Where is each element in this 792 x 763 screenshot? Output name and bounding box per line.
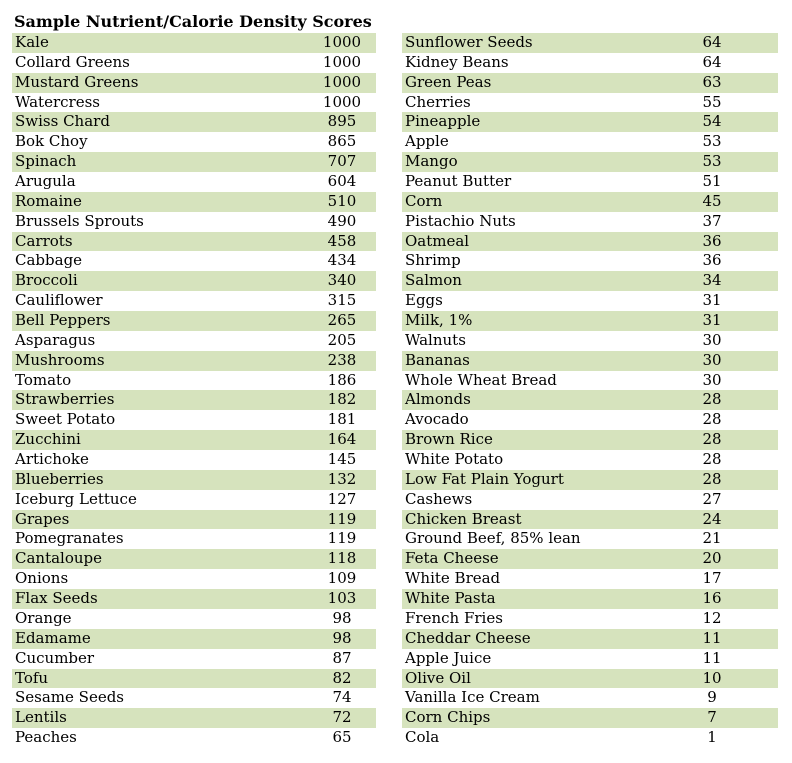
density-score: 65 [332, 728, 352, 747]
density-score: 118 [327, 549, 357, 568]
food-name: Romaine [15, 191, 82, 210]
density-score: 53 [702, 132, 722, 151]
density-score: 182 [327, 390, 357, 409]
table-row [12, 291, 376, 311]
density-score: 11 [702, 648, 722, 667]
food-name: Bananas [405, 350, 470, 369]
density-score: 28 [702, 390, 722, 409]
density-score: 1000 [322, 72, 362, 91]
food-name: Olive Oil [405, 668, 471, 687]
table-row [12, 430, 376, 450]
density-score: 16 [702, 589, 722, 608]
food-name: Flax Seeds [15, 589, 98, 608]
food-name: Blueberries [15, 469, 104, 488]
food-name: Feta Cheese [405, 549, 499, 568]
food-name: Mango [405, 152, 458, 171]
table-row [402, 331, 778, 351]
table-row [12, 112, 376, 132]
table-row [402, 510, 778, 530]
density-score: 30 [702, 350, 722, 369]
density-score: 109 [327, 569, 357, 588]
density-score: 36 [702, 231, 722, 250]
density-score: 127 [327, 489, 357, 508]
food-name: Mustard Greens [15, 72, 139, 91]
food-name: Chicken Breast [405, 509, 522, 528]
food-name: Milk, 1% [405, 311, 473, 330]
food-name: Low Fat Plain Yogurt [405, 469, 564, 488]
table-row [402, 311, 778, 331]
density-score: 31 [702, 311, 722, 330]
table-row [402, 589, 778, 609]
food-name: Apple Juice [405, 648, 492, 667]
density-score: 1000 [322, 33, 362, 51]
density-score: 11 [702, 628, 722, 647]
food-name: French Fries [405, 608, 503, 627]
density-score: 205 [327, 330, 357, 349]
density-score: 895 [327, 112, 357, 131]
table-row [402, 371, 778, 391]
table-row [12, 371, 376, 391]
table-row [402, 53, 778, 73]
food-name: Watercress [15, 92, 100, 111]
food-name: Collard Greens [15, 52, 130, 71]
density-score: 54 [702, 112, 722, 131]
density-score: 458 [327, 231, 357, 250]
density-score: 604 [327, 172, 357, 191]
food-name: Corn [405, 191, 443, 210]
density-score: 30 [702, 330, 722, 349]
density-score: 31 [702, 291, 722, 310]
table-row [12, 728, 376, 748]
food-name: Kale [15, 33, 49, 51]
food-name: Asparagus [15, 330, 96, 349]
left-score-table [12, 33, 376, 748]
density-score: 17 [702, 569, 722, 588]
food-name: Tofu [15, 668, 49, 687]
density-score: 28 [702, 469, 722, 488]
food-name: Cashews [405, 489, 473, 508]
table-row [12, 669, 376, 689]
food-name: Cherries [405, 92, 471, 111]
density-score: 490 [327, 211, 357, 230]
density-score: 7 [707, 708, 717, 727]
table-row [402, 450, 778, 470]
table-row [12, 251, 376, 271]
food-name: Broccoli [15, 271, 78, 290]
density-score: 164 [327, 430, 357, 449]
food-name: Strawberries [15, 390, 115, 409]
density-score: 45 [702, 191, 722, 210]
food-name: Onions [15, 569, 69, 588]
food-name: Vanilla Ice Cream [405, 688, 540, 707]
density-score: 238 [327, 350, 357, 369]
table-row [12, 232, 376, 252]
density-score: 1 [707, 728, 717, 747]
density-score: 9 [707, 688, 717, 707]
table-row [402, 669, 778, 689]
food-name: Cola [405, 728, 440, 747]
density-score: 53 [702, 152, 722, 171]
table-row [402, 390, 778, 410]
food-name: Peaches [15, 728, 77, 747]
table-row [402, 490, 778, 510]
food-name: Sesame Seeds [15, 688, 124, 707]
page-title: Sample Nutrient/Calorie Density Scores [14, 12, 372, 31]
table-row [402, 232, 778, 252]
table-row [12, 470, 376, 490]
food-name: Bok Choy [15, 132, 88, 151]
table-row [402, 728, 778, 748]
density-score: 24 [702, 509, 722, 528]
table-row [402, 569, 778, 589]
food-name: Arugula [15, 172, 76, 191]
food-name: Sweet Potato [15, 410, 116, 429]
table-row [402, 73, 778, 93]
table-row [12, 410, 376, 430]
density-score: 1000 [322, 52, 362, 71]
food-name: Salmon [405, 271, 462, 290]
table-row [12, 351, 376, 371]
density-score: 98 [332, 608, 352, 627]
table-row [12, 53, 376, 73]
table-row [402, 609, 778, 629]
table-row [402, 351, 778, 371]
density-score: 51 [702, 172, 722, 191]
table-row [12, 212, 376, 232]
density-score: 30 [702, 370, 722, 389]
food-name: Orange [15, 608, 72, 627]
food-name: White Potato [405, 450, 504, 469]
table-row [12, 589, 376, 609]
table-row [12, 688, 376, 708]
food-name: Corn Chips [405, 708, 491, 727]
table-row [402, 152, 778, 172]
food-name: Artichoke [15, 450, 89, 469]
table-row [402, 271, 778, 291]
density-score: 21 [702, 529, 722, 548]
table-row [402, 192, 778, 212]
food-name: Peanut Butter [405, 172, 512, 191]
density-score: 510 [327, 191, 357, 210]
food-name: Pomegranates [15, 529, 124, 548]
table-row [12, 569, 376, 589]
table-row [12, 33, 376, 53]
table-row [12, 450, 376, 470]
table-row [402, 549, 778, 569]
density-score: 145 [327, 450, 357, 469]
table-row [402, 529, 778, 549]
table-row [402, 132, 778, 152]
food-name: Mushrooms [15, 350, 105, 369]
density-score: 87 [332, 648, 352, 667]
table-row [402, 430, 778, 450]
table-row [402, 708, 778, 728]
table-row [12, 708, 376, 728]
table-row [12, 152, 376, 172]
food-name: Spinach [15, 152, 77, 171]
food-name: Cheddar Cheese [405, 628, 531, 647]
density-score: 82 [332, 668, 352, 687]
food-name: Ground Beef, 85% lean [405, 529, 581, 548]
table-row [12, 549, 376, 569]
food-name: Kidney Beans [405, 52, 509, 71]
food-name: Almonds [405, 390, 471, 409]
food-name: Pineapple [405, 112, 481, 131]
food-name: White Bread [405, 569, 501, 588]
density-score: 181 [327, 410, 357, 429]
table-row [402, 470, 778, 490]
table-row [402, 649, 778, 669]
table-row [12, 490, 376, 510]
food-name: Eggs [405, 291, 443, 310]
density-score: 12 [702, 608, 722, 627]
table-row [402, 629, 778, 649]
density-score: 98 [332, 628, 352, 647]
food-name: Zucchini [15, 430, 81, 449]
food-name: Apple [405, 132, 449, 151]
density-score: 27 [702, 489, 722, 508]
density-score: 74 [332, 688, 352, 707]
table-row [12, 271, 376, 291]
food-name: Sunflower Seeds [405, 33, 533, 51]
food-name: Shrimp [405, 251, 461, 270]
density-score: 119 [327, 509, 357, 528]
table-row [402, 410, 778, 430]
food-name: Cantaloupe [15, 549, 103, 568]
density-score: 28 [702, 430, 722, 449]
density-score: 34 [702, 271, 722, 290]
density-score: 28 [702, 450, 722, 469]
density-score: 55 [702, 92, 722, 111]
food-name: Oatmeal [405, 231, 470, 250]
table-row [402, 172, 778, 192]
table-row [12, 649, 376, 669]
table-row [12, 172, 376, 192]
density-score: 119 [327, 529, 357, 548]
density-score: 20 [702, 549, 722, 568]
food-name: Whole Wheat Bread [405, 370, 557, 389]
density-score: 103 [327, 589, 357, 608]
food-name: White Pasta [405, 589, 496, 608]
table-row [12, 192, 376, 212]
food-name: Pistachio Nuts [405, 211, 516, 230]
food-name: Cauliflower [15, 291, 103, 310]
right-score-table [402, 33, 778, 748]
food-name: Brown Rice [405, 430, 493, 449]
table-row [12, 510, 376, 530]
density-score: 1000 [322, 92, 362, 111]
density-score: 434 [327, 251, 357, 270]
density-score: 10 [702, 668, 722, 687]
table-row [402, 93, 778, 113]
table-row [402, 291, 778, 311]
food-name: Green Peas [405, 72, 492, 91]
table-row [12, 311, 376, 331]
table-row [12, 390, 376, 410]
density-score: 340 [327, 271, 357, 290]
table-row [12, 609, 376, 629]
density-score: 36 [702, 251, 722, 270]
table-row [402, 688, 778, 708]
density-score: 265 [327, 311, 357, 330]
density-score: 315 [327, 291, 357, 310]
density-score: 28 [702, 410, 722, 429]
food-name: Walnuts [405, 330, 466, 349]
table-row [12, 93, 376, 113]
table-row [12, 132, 376, 152]
table-row [12, 629, 376, 649]
table-row [402, 251, 778, 271]
food-name: Swiss Chard [15, 112, 110, 131]
food-name: Carrots [15, 231, 73, 250]
table-row [12, 73, 376, 93]
density-score: 37 [702, 211, 722, 230]
food-name: Bell Peppers [15, 311, 111, 330]
density-score: 63 [702, 72, 722, 91]
table-row [12, 331, 376, 351]
food-name: Lentils [15, 708, 67, 727]
food-name: Iceburg Lettuce [15, 489, 137, 508]
density-score: 72 [332, 708, 352, 727]
density-score: 707 [327, 152, 357, 171]
density-score: 132 [327, 469, 357, 488]
food-name: Tomato [15, 370, 72, 389]
density-score: 186 [327, 370, 357, 389]
table-row [12, 529, 376, 549]
food-name: Grapes [15, 509, 70, 528]
density-score: 64 [702, 52, 722, 71]
density-score: 865 [327, 132, 357, 151]
table-row [402, 33, 778, 53]
food-name: Brussels Sprouts [15, 211, 144, 230]
food-name: Edamame [15, 628, 91, 647]
food-name: Avocado [405, 410, 469, 429]
table-row [402, 212, 778, 232]
density-score: 64 [702, 33, 722, 51]
food-name: Cucumber [15, 648, 95, 667]
food-name: Cabbage [15, 251, 83, 270]
table-row [402, 112, 778, 132]
